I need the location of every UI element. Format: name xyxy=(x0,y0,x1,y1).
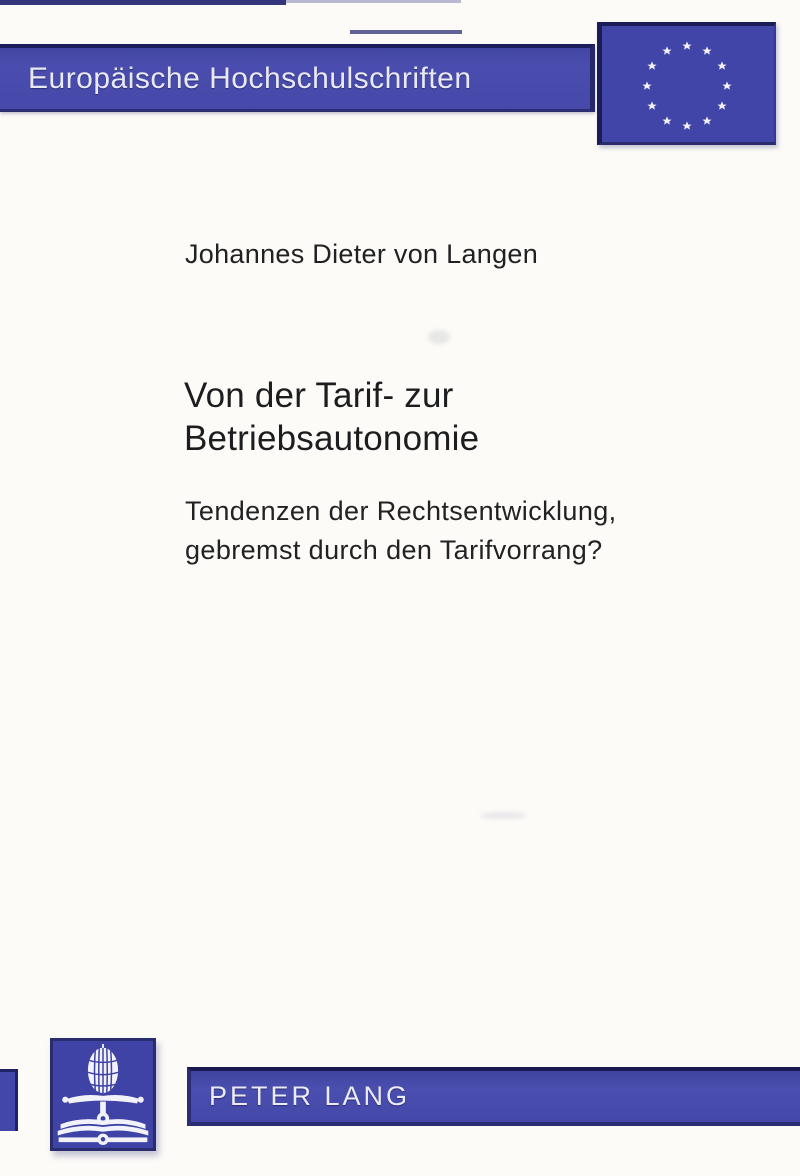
publisher-name: PETER LANG xyxy=(209,1081,411,1111)
title-line2: Betriebsautonomie xyxy=(184,419,480,458)
book-title xyxy=(184,374,479,460)
scan-speck xyxy=(428,330,450,344)
spine-banner-fragment xyxy=(0,1069,18,1131)
scan-edge-artifact xyxy=(0,0,286,5)
eu-stars-icon xyxy=(602,26,774,142)
subtitle-line1: Tendenzen der Rechtsentwicklung, xyxy=(185,496,617,526)
subtitle-line2: gebremst durch den Tarifvorrang? xyxy=(185,535,603,565)
title-line1: Von der Tarif- zur xyxy=(184,376,454,415)
lamp-over-open-book-icon xyxy=(53,1041,153,1148)
eu-flag-box xyxy=(597,22,776,145)
book-subtitle xyxy=(185,492,617,570)
publisher-banner xyxy=(187,1067,800,1126)
series-banner xyxy=(0,44,595,112)
scan-speck xyxy=(480,812,526,819)
series-banner-label: Europäische Hochschulschriften xyxy=(28,61,472,95)
scan-edge-artifact xyxy=(286,0,461,3)
publisher-logo-box xyxy=(50,1038,156,1151)
author-name: Johannes Dieter von Langen xyxy=(185,239,539,269)
scan-edge-artifact xyxy=(350,30,462,34)
